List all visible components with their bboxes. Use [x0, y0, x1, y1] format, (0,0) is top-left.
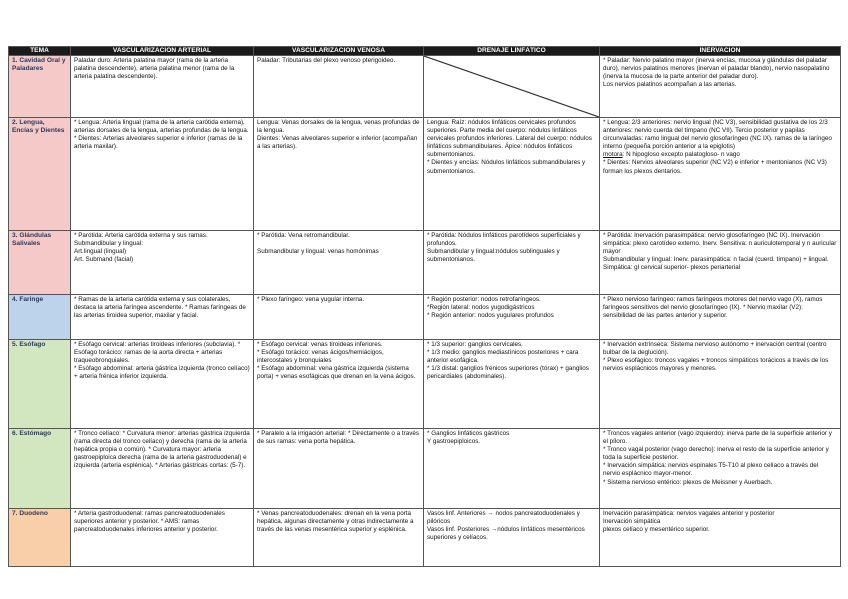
inervacion-cell	[600, 231, 841, 295]
venosa-cell	[254, 509, 424, 567]
cell-line: Art.lingual (lingual)	[74, 248, 127, 256]
header-tema: TEMA	[9, 47, 71, 56]
cell-line: Lengua: Venas dorsales de la lengua, venas profundas de la lengua.	[257, 119, 420, 135]
arterial-cell	[71, 295, 254, 340]
cell-line: * Región posterior: nodos retrofaríngeos.	[427, 296, 541, 303]
table-row	[9, 56, 841, 118]
cell-line: * Esófago abdominal: vena gástrica izquierda (sistema porta) + venas esofágicas que drenan en la vena ácigos.	[257, 365, 416, 381]
cell-line: * Dientes: Nervios alveolares superior (NC V2) e inferior + mentonianos (NC V3) forman los plexos dentarios.	[603, 159, 827, 175]
tema-cell: 5. Esófago	[9, 340, 71, 429]
cell-line: * Esófago cervical: venas tiroideas inferiores.	[257, 341, 383, 348]
tema-cell: 1. Cavidad Oral y Paladares	[9, 56, 71, 118]
cell-line: * Ramas de la arteria carótida externa y sus colaterales, destaca la arteria faríngea ascendente. * Ramas faríngeas de las arterias tiroidea superior, maxilar y facial.	[74, 296, 246, 320]
cell-line: * Esófago abdominal: arteria gástrica izquierda (tronco celíaco) + arteria frénica inferior izquierda.	[74, 365, 250, 381]
arterial-cell	[71, 429, 254, 509]
linfatico-cell	[424, 231, 600, 295]
cell-line: Lengua: Raíz: nódulos linfáticos cervicales profundos superiores. Parte media del cuerpo: nódulos linfáticos cervicales profundos inferiores. Lateral del cuerpo: nódulos linfáticos submandibulares. Ápice: nódulos linfáticos submentonianos.	[427, 119, 592, 159]
cell-line: * 1/3 superior: ganglios cervicales.	[427, 341, 523, 348]
header-row	[9, 47, 841, 56]
cell-line: Dientes: Venas alveolares superior e inferior (acompañan a las arterias).	[257, 135, 418, 151]
linfatico-cell	[424, 429, 600, 509]
cell-line: * Dientes y encías: Nódulos linfáticos submandibulares y submentonianos.	[427, 159, 586, 175]
tema-cell: 3. Glándulas Salivales	[9, 231, 71, 295]
linfatico-cell-empty	[424, 56, 600, 118]
cell-line: * Sistema nervioso entérico: plexos de Meissner y Auerbach.	[603, 478, 773, 486]
arterial-cell	[71, 56, 254, 118]
cell-line: * Parótida: Arteria carótida externa y sus ramas.	[74, 232, 208, 239]
inervacion-cell	[600, 509, 841, 567]
linfatico-cell	[424, 295, 600, 340]
cell-line: Los nervios palatinos acompañan a las arterias.	[603, 81, 737, 89]
cell-line: Vasos linf. Posteriores →nódulos linfáticos mesentéricos superiores y celíacos.	[427, 526, 585, 542]
arterial-cell	[71, 340, 254, 429]
anatomy-table-sheet	[8, 46, 840, 567]
cell-line: * Ganglios linfáticos gástricos	[427, 430, 510, 437]
cell-line: * 1/3 medio: ganglios mediastínicos posteriores + cara anterior esofágica.	[427, 349, 579, 365]
cell-line	[257, 240, 420, 248]
cell-line: Submandibular y lingual: Inerv. parasimpática: n facial (cuerd. tímpano) + lingual.	[603, 256, 829, 264]
venosa-cell	[254, 340, 424, 429]
header-venosa: VASCULARIZACIÓN VENOSA	[254, 47, 424, 56]
diagonal-strike-line	[424, 56, 599, 117]
cell-line: * Parótida: Nódulos linfáticos parotídeos superficiales y profundos.	[427, 232, 581, 248]
tema-cell: 6. Estómago	[9, 429, 71, 509]
cell-line: Inervación parasimpática: nervios vagales anterior y posterior	[603, 510, 775, 517]
cell-line: Vasos linf. Anteriores → nodos pancreatoduodenales y pilóricos	[427, 510, 580, 526]
arterial-cell	[71, 118, 254, 231]
cell-line: Submandibular y lingual:	[74, 240, 143, 248]
linfatico-cell	[424, 340, 600, 429]
tema-cell: 2. Lengua, Encías y Dientes	[9, 118, 71, 231]
arterial-cell	[71, 231, 254, 295]
cell-line: * Lengua: 2/3 anteriores: nervio lingual (NC V3), sensibilidad gustativa de los 2/3 anteriores: nervio cuerda del tímpano (NC VII). Tercio posterior y papilas circunvaladas: ramo lingual del nervio glosofaríngeo (NC IX). ramas de la laríngeo interno (pequeña porción anterior a la epiglotis)	[603, 119, 832, 151]
cell-line: Submandibular y lingual: venas homónimas	[257, 248, 379, 256]
table-row	[9, 231, 841, 295]
cell-line: * Plexo nervioso faríngeo: ramos faríngeos motores del nervio vago (X), ramos faríngeos sensitivos del nervio glosofaríngeo (IX). * Nervio maxilar (V2): sensibilidad de las partes anterior y superior.	[603, 296, 823, 320]
venosa-cell	[254, 56, 424, 118]
venosa-cell	[254, 429, 424, 509]
cell-line: Simpática: gl cervical superior- plexos periarterial	[603, 264, 741, 272]
tema-cell: 4. Faringe	[9, 295, 71, 340]
cell-line: Paladar duro: Arteria palatina mayor (rama de la arteria palatina descendente), arteria palatina menor (rama de la arteria palatina descendente).	[74, 57, 235, 81]
cell-line: * 1/3 distal: ganglios frénicos superiores (tórax) + ganglios pericardiales (abdominales).	[427, 365, 589, 381]
cell-line: * Paladar: Nervio palatino mayor (inerva encías, mucosa y glándulas del paladar duro), nervios palatinos menores (inervan el paladar blando), nervio nasopalatino (inerva la mucosa de la parte anterior del paladar duro).	[603, 57, 830, 81]
header-linfatico: DRENAJE LINFÁTICO	[424, 47, 600, 56]
anatomy-table	[8, 46, 841, 567]
table-row	[9, 118, 841, 231]
cell-line: * Arteria gastroduodenal: ramas pancreatoduodenales superiores anterior y posterior. * AMS: ramas pancreatoduodenales inferiores anterior y posterior.	[74, 510, 225, 534]
cell-line: Art. Submand (facial)	[74, 256, 134, 264]
inervacion-cell	[600, 429, 841, 509]
table-row	[9, 509, 841, 567]
linfatico-cell	[424, 118, 600, 231]
cell-line: * Inervación simpática: nervios espinales T5-T10 al plexo celíaco a través del nervio esplácnico mayor-menor.	[603, 462, 819, 478]
cell-line: Paladar: Tributarias del plexo venoso pterigoideo.	[257, 57, 396, 64]
inervacion-cell	[600, 295, 841, 340]
inervacion-cell	[600, 340, 841, 429]
cell-line: * Troncos vagales anterior (vago izquierdo): inerva parte de la superficie anterior y el píloro.	[603, 430, 832, 446]
cell-line: Inervación simpática	[603, 518, 661, 526]
cell-line: * Parótida: Vena retromandibular.	[257, 232, 350, 239]
table-row	[9, 340, 841, 429]
cell-line: *Región lateral: nodos yugodigástricos	[427, 304, 535, 312]
cell-line: * Región anterior: nodos yugulares profundos	[427, 312, 554, 320]
venosa-cell	[254, 118, 424, 231]
header-inervacion: INERVACIÓN	[600, 47, 841, 56]
venosa-cell	[254, 295, 424, 340]
motora-text: : N hipogloso excepto palatogloso- n vago	[622, 151, 740, 159]
venosa-cell	[254, 231, 424, 295]
cell-line: * Inervación extrínseca: Sistema nervioso autónomo + inervación central (centro bulbar de la deglución).	[603, 341, 827, 357]
cell-line: plexos celíaco y mesentérico superior.	[603, 526, 710, 534]
inervacion-cell	[600, 118, 841, 231]
cell-line: * Tronco celíaco: * Curvatura menor: arterias gástrica izquierda (rama directa del tronco celíaco) y derecha (rama de la arteria hepática propia o común). * Curvatura mayor: arteria gastroepiploica derecha (rama de la arteria gastroduodenal) e izquierda (arteria esplénica). * Arterias gástricas cortas: (5-7).	[74, 430, 250, 470]
table-row	[9, 295, 841, 340]
cell-line: * Paralelo a la irrigación arterial: * Directamente o a través de sus ramas: vena porta hepática.	[257, 430, 420, 446]
linfatico-cell	[424, 509, 600, 567]
cell-line: * Parótida: Inervación parasimpática: nervio glosofaríngeo (NC IX). Inervación simpática: plexo carotídeo externo. Inerv. Sensitiva: n auriculotemporal y n auricular mayor	[603, 232, 837, 256]
cell-line-motora	[603, 151, 837, 159]
inervacion-cell	[600, 56, 841, 118]
cell-line: Submandibular y lingual:nódulos sublinguales y submentonianos.	[427, 248, 560, 264]
cell-line: Y gastroepiploicos.	[427, 438, 481, 446]
cell-line: * Plexo esofágico: troncos vagales + troncos simpáticos torácicos a través de los nervios esplácnicos mayores y menores.	[603, 357, 829, 373]
arterial-cell	[71, 509, 254, 567]
header-arterial: VASCULARIZACIÓN ARTERIAL	[71, 47, 254, 56]
cell-line: * Venas pancreatoduodenales: drenan en la vena porta hepática, algunas directamente y otras indirectamente a través de las venas mesentérica superior y esplénica.	[257, 510, 414, 534]
table-row	[9, 429, 841, 509]
cell-line: * Plexo faríngeo: vena yugular interna.	[257, 296, 365, 303]
cell-line: * Esófago cervical: arterias tiroideas inferiores (subclavia). * Esófago torácico: ramas de la aorta directa + arterias traqueobronquiales.	[74, 341, 241, 365]
cell-line: * Esófago torácico: venas ácigos/hemiácigos, intercostales y bronquiales	[257, 349, 384, 365]
motora-label: motora	[603, 151, 623, 159]
tema-cell: 7. Duodeno	[9, 509, 71, 567]
cell-line: * Lengua: Arteria lingual (rama de la arteria carótida externa), arterias dorsales de la lengua, arterias profundas de la lengua. * Dientes: Arterias alveolares superior e inferior (ramas de la arteria maxilar).	[74, 119, 249, 151]
cell-line: * Tronco vagal posterior (vago derecho): inerva el resto de la superficie anterior y toda la superficie posterior.	[603, 446, 829, 462]
